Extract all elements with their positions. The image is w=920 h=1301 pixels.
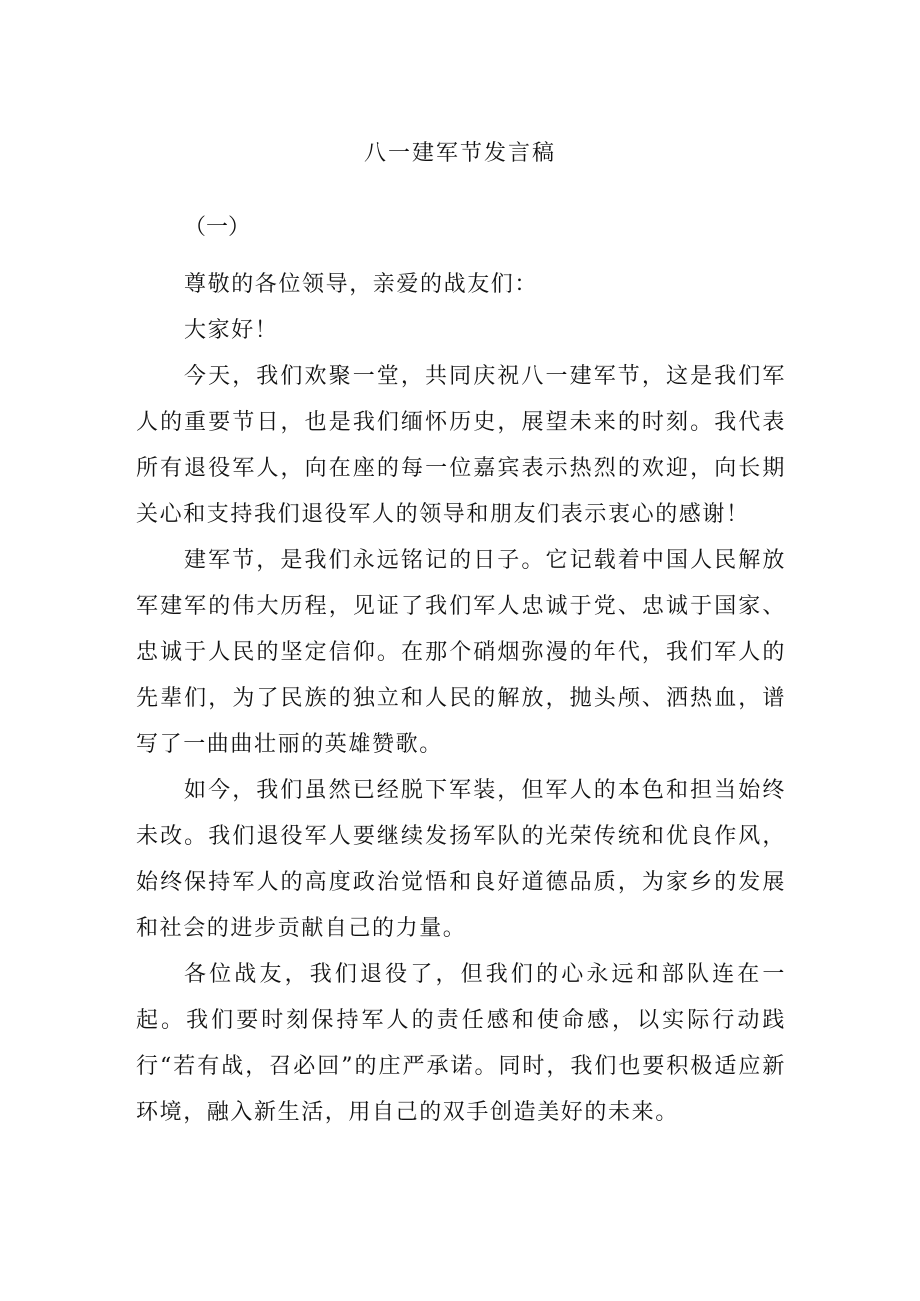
paragraph: 今天，我们欢聚一堂，共同庆祝八一建军节，这是我们军人的重要节日，也是我们缅怀历史，展望未来的时刻。我代表所有退役军人，向在座的每一位嘉宾表示热烈的欢迎，向长期关心和支持我们退役军人的领导和朋友们表示衷心的感谢！ bbox=[136, 364, 786, 527]
paragraph: 如今，我们虽然已经脱下军装，但军人的本色和担当始终未改。我们退役军人要继续发扬军队的光荣传统和优良作风，始终保持军人的高度政治觉悟和良好道德品质，为家乡的发展和社会的进步贡献自己的力量。 bbox=[136, 778, 786, 941]
section-label: （一） bbox=[184, 215, 251, 240]
paragraph: 各位战友，我们退役了，但我们的心永远和部队连在一起。我们要时刻保持军人的责任感和使命感，以实际行动践行“若有战，召必回”的庄严承诺。同时，我们也要积极适应新环境，融入新生活，用自己的双手创造美好的未来。 bbox=[136, 962, 786, 1125]
paragraph: 建军节，是我们永远铭记的日子。它记载着中国人民解放军建军的伟大历程，见证了我们军人忠诚于党、忠诚于国家、忠诚于人民的坚定信仰。在那个硝烟弥漫的年代，我们军人的先辈们，为了民族的独立和人民的解放，抛头颅、洒热血，谱写了一曲曲壮丽的英雄赞歌。 bbox=[136, 548, 786, 757]
paragraph-salutation: 尊敬的各位领导，亲爱的战友们： bbox=[184, 272, 539, 297]
paragraph-greeting: 大家好！ bbox=[184, 318, 279, 343]
document-title: 八一建军节发言稿 bbox=[363, 141, 556, 166]
document-body bbox=[136, 262, 786, 1136]
